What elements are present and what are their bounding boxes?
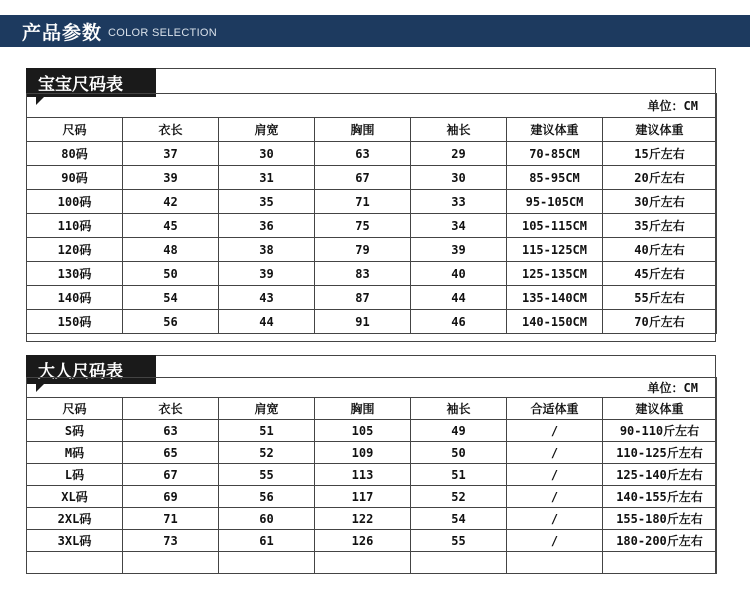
baby-table-cell: 39: [123, 166, 219, 190]
baby-table-cell: 15斤左右: [603, 142, 717, 166]
baby-table-cell: 43: [219, 286, 315, 310]
baby-header-cell: 袖长: [411, 118, 507, 142]
baby-header-cell: 建议体重: [603, 118, 717, 142]
adult-blank-cell: [603, 552, 717, 574]
baby-table-cell: 35斤左右: [603, 214, 717, 238]
adult-header-cell: 尺码: [27, 398, 123, 420]
baby-table-cell: 37: [123, 142, 219, 166]
baby-table-cell: 30: [411, 166, 507, 190]
adult-blank-row: [27, 552, 717, 574]
baby-table-cell: 90码: [27, 166, 123, 190]
baby-table-cell: 130码: [27, 262, 123, 286]
adult-table-row: [27, 464, 717, 486]
adult-unit-label: 单位：CM: [27, 378, 717, 398]
baby-table-cell: 115-125CM: [507, 238, 603, 262]
baby-table-cell: 150码: [27, 310, 123, 334]
baby-table-row: [27, 190, 717, 214]
adult-table-row: [27, 486, 717, 508]
banner-subtitle: COLOR SELECTION: [108, 27, 218, 39]
baby-table-row: [27, 262, 717, 286]
adult-table-row: [27, 508, 717, 530]
baby-table-cell: 125-135CM: [507, 262, 603, 286]
adult-header-row: [27, 398, 717, 420]
baby-table-row: [27, 166, 717, 190]
baby-table-row: [27, 310, 717, 334]
baby-table-cell: 56: [123, 310, 219, 334]
baby-size-section: [26, 68, 716, 342]
baby-table-cell: 83: [315, 262, 411, 286]
baby-table-cell: 63: [315, 142, 411, 166]
adult-table-cell: 2XL码: [27, 508, 123, 530]
baby-table-row: [27, 214, 717, 238]
adult-table-cell: /: [507, 486, 603, 508]
baby-table-cell: 38: [219, 238, 315, 262]
baby-table-cell: 29: [411, 142, 507, 166]
adult-table-cell: 90-110斤左右: [603, 420, 717, 442]
adult-table-cell: /: [507, 530, 603, 552]
baby-table-cell: 39: [219, 262, 315, 286]
adult-table-cell: 110-125斤左右: [603, 442, 717, 464]
adult-blank-cell: [27, 552, 123, 574]
baby-table-cell: 20斤左右: [603, 166, 717, 190]
adult-blank-cell: [315, 552, 411, 574]
adult-header-cell: 建议体重: [603, 398, 717, 420]
baby-table-cell: 100码: [27, 190, 123, 214]
adult-table-cell: 60: [219, 508, 315, 530]
baby-table-cell: 70-85CM: [507, 142, 603, 166]
baby-table-cell: 91: [315, 310, 411, 334]
baby-table-cell: 105-115CM: [507, 214, 603, 238]
baby-header-cell: 衣长: [123, 118, 219, 142]
baby-table-cell: 87: [315, 286, 411, 310]
adult-table-cell: /: [507, 420, 603, 442]
baby-header-cell: 建议体重: [507, 118, 603, 142]
baby-table-cell: 44: [411, 286, 507, 310]
adult-table-cell: 65: [123, 442, 219, 464]
baby-header-cell: 肩宽: [219, 118, 315, 142]
adult-table-cell: 3XL码: [27, 530, 123, 552]
adult-table-cell: 50: [411, 442, 507, 464]
adult-table-cell: /: [507, 508, 603, 530]
adult-table-row: [27, 530, 717, 552]
adult-blank-cell: [219, 552, 315, 574]
adult-header-cell: 胸围: [315, 398, 411, 420]
baby-table-cell: 135-140CM: [507, 286, 603, 310]
baby-table-cell: 30斤左右: [603, 190, 717, 214]
adult-table-cell: 180-200斤左右: [603, 530, 717, 552]
adult-table-cell: 71: [123, 508, 219, 530]
baby-size-tab: 宝宝尺码表: [26, 68, 156, 97]
baby-table-cell: 95-105CM: [507, 190, 603, 214]
baby-table-cell: 35: [219, 190, 315, 214]
adult-table-row: [27, 442, 717, 464]
adult-size-section: [26, 355, 716, 574]
adult-table-row: [27, 420, 717, 442]
baby-table-cell: 40: [411, 262, 507, 286]
adult-blank-cell: [123, 552, 219, 574]
adult-table-cell: 73: [123, 530, 219, 552]
baby-table-cell: 45斤左右: [603, 262, 717, 286]
adult-table-cell: 52: [411, 486, 507, 508]
baby-size-table: [26, 93, 717, 334]
baby-table-cell: 71: [315, 190, 411, 214]
adult-table-cell: XL码: [27, 486, 123, 508]
baby-table-cell: 140-150CM: [507, 310, 603, 334]
baby-table-cell: 75: [315, 214, 411, 238]
adult-table-cell: 51: [219, 420, 315, 442]
adult-table-cell: 67: [123, 464, 219, 486]
adult-table-cell: 109: [315, 442, 411, 464]
adult-table-cell: 63: [123, 420, 219, 442]
baby-table-cell: 54: [123, 286, 219, 310]
baby-table-cell: 120码: [27, 238, 123, 262]
adult-table-cell: 49: [411, 420, 507, 442]
adult-size-table: [26, 377, 717, 574]
adult-blank-cell: [411, 552, 507, 574]
baby-table-cell: 110码: [27, 214, 123, 238]
baby-table-cell: 31: [219, 166, 315, 190]
baby-table-cell: 33: [411, 190, 507, 214]
baby-unit-label: 单位：CM: [27, 94, 717, 118]
baby-table-cell: 80码: [27, 142, 123, 166]
header-banner: [0, 15, 750, 47]
baby-table-cell: 55斤左右: [603, 286, 717, 310]
adult-table-cell: 117: [315, 486, 411, 508]
adult-table-cell: 56: [219, 486, 315, 508]
baby-table-cell: 42: [123, 190, 219, 214]
adult-table-cell: 61: [219, 530, 315, 552]
baby-header-cell: 尺码: [27, 118, 123, 142]
adult-table-cell: M码: [27, 442, 123, 464]
adult-table-cell: 122: [315, 508, 411, 530]
baby-table-cell: 40斤左右: [603, 238, 717, 262]
baby-header-cell: 胸围: [315, 118, 411, 142]
baby-table-cell: 30: [219, 142, 315, 166]
adult-table-cell: 125-140斤左右: [603, 464, 717, 486]
adult-table-cell: 51: [411, 464, 507, 486]
adult-size-tab: 大人尺码表: [26, 355, 156, 384]
baby-table-cell: 46: [411, 310, 507, 334]
adult-header-cell: 合适体重: [507, 398, 603, 420]
adult-blank-cell: [507, 552, 603, 574]
baby-table-cell: 34: [411, 214, 507, 238]
adult-header-cell: 袖长: [411, 398, 507, 420]
adult-table-cell: /: [507, 464, 603, 486]
adult-table-cell: 113: [315, 464, 411, 486]
adult-table-cell: /: [507, 442, 603, 464]
adult-table-cell: 52: [219, 442, 315, 464]
baby-table-cell: 45: [123, 214, 219, 238]
baby-table-cell: 44: [219, 310, 315, 334]
baby-table-cell: 39: [411, 238, 507, 262]
baby-table-row: [27, 238, 717, 262]
adult-table-cell: 140-155斤左右: [603, 486, 717, 508]
baby-table-row: [27, 286, 717, 310]
baby-table-cell: 70斤左右: [603, 310, 717, 334]
adult-table-cell: 55: [219, 464, 315, 486]
adult-table-cell: S码: [27, 420, 123, 442]
adult-table-cell: 105: [315, 420, 411, 442]
adult-table-cell: 55: [411, 530, 507, 552]
baby-table-cell: 50: [123, 262, 219, 286]
adult-table-cell: 155-180斤左右: [603, 508, 717, 530]
adult-header-cell: 衣长: [123, 398, 219, 420]
baby-table-cell: 67: [315, 166, 411, 190]
adult-table-cell: 69: [123, 486, 219, 508]
baby-table-row: [27, 142, 717, 166]
baby-table-cell: 79: [315, 238, 411, 262]
baby-table-cell: 85-95CM: [507, 166, 603, 190]
adult-table-cell: 54: [411, 508, 507, 530]
banner-title: 产品参数: [22, 21, 103, 44]
baby-table-cell: 48: [123, 238, 219, 262]
baby-table-cell: 36: [219, 214, 315, 238]
adult-table-cell: 126: [315, 530, 411, 552]
adult-header-cell: 肩宽: [219, 398, 315, 420]
baby-table-cell: 140码: [27, 286, 123, 310]
adult-table-cell: L码: [27, 464, 123, 486]
baby-header-row: [27, 118, 717, 142]
